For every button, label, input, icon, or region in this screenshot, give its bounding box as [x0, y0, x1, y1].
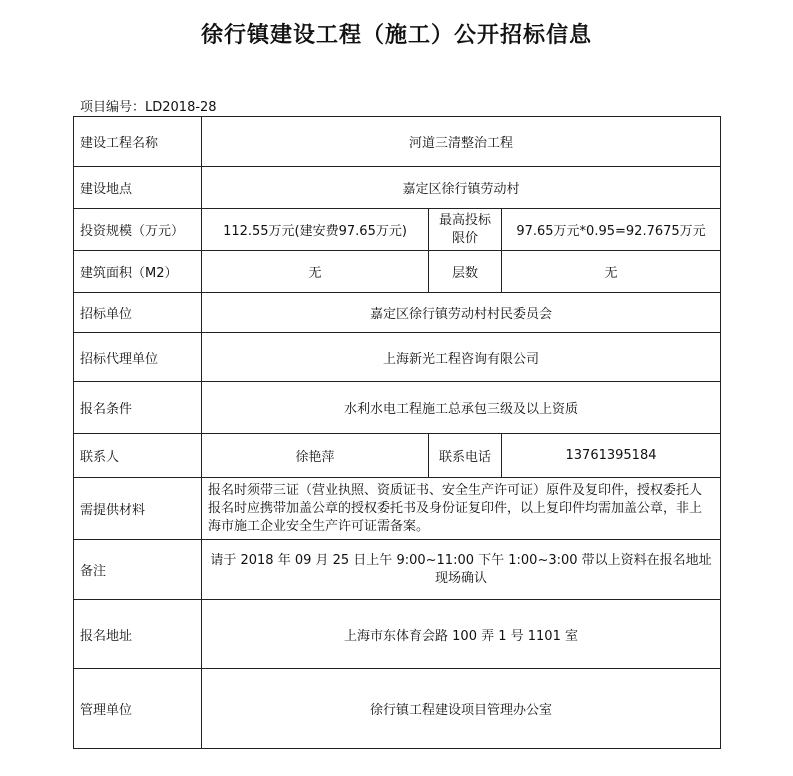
- table-row: [74, 333, 721, 382]
- table-row: [74, 600, 721, 669]
- table-row: [74, 117, 721, 167]
- address-label: 报名地址: [74, 600, 202, 669]
- conditions-label: 报名条件: [74, 382, 202, 434]
- remarks-label: 备注: [74, 540, 202, 600]
- contact-value: 徐艳萍: [202, 434, 429, 478]
- table-row: [74, 167, 721, 209]
- investment-value: 112.55万元(建安费97.65万元): [202, 209, 429, 251]
- agent-label: 招标代理单位: [74, 333, 202, 382]
- area-value: 无: [202, 251, 429, 293]
- materials-label: 需提供材料: [74, 478, 202, 540]
- project-name-label: 建设工程名称: [74, 117, 202, 167]
- floors-value: 无: [502, 251, 721, 293]
- max-bid-label: 最高投标限价: [429, 209, 502, 251]
- agent-value: 上海新光工程咨询有限公司: [202, 333, 721, 382]
- materials-value: 报名时须带三证（营业执照、资质证书、安全生产许可证）原件及复印件，授权委托人报名时应携带加盖公章的授权委托书及身份证复印件，以上复印件均需加盖公章，非上海市施工企业安全生产许可证需备案。: [202, 478, 721, 540]
- tenderer-label: 招标单位: [74, 293, 202, 333]
- phone-label: 联系电话: [429, 434, 502, 478]
- remarks-value: 请于 2018 年 09 月 25 日上午 9:00~11:00 下午 1:00~3:00 带以上资料在报名地址现场确认: [202, 540, 721, 600]
- table-row: [74, 293, 721, 333]
- manager-label: 管理单位: [74, 669, 202, 749]
- table-row: [74, 209, 721, 251]
- location-value: 嘉定区徐行镇劳动村: [202, 167, 721, 209]
- table-row: [74, 251, 721, 293]
- contact-label: 联系人: [74, 434, 202, 478]
- table-row: [74, 669, 721, 749]
- address-value: 上海市东体育会路 100 弄 1 号 1101 室: [202, 600, 721, 669]
- table-row: [74, 434, 721, 478]
- page-title: 徐行镇建设工程（施工）公开招标信息: [200, 22, 592, 48]
- manager-value: 徐行镇工程建设项目管理办公室: [202, 669, 721, 749]
- floors-label: 层数: [429, 251, 502, 293]
- conditions-value: 水利水电工程施工总承包三级及以上资质: [202, 382, 721, 434]
- table-row: [74, 478, 721, 540]
- tender-info-table: [73, 116, 721, 749]
- location-label: 建设地点: [74, 167, 202, 209]
- table-row: [74, 540, 721, 600]
- table-row: [74, 382, 721, 434]
- tenderer-value: 嘉定区徐行镇劳动村村民委员会: [202, 293, 721, 333]
- investment-label: 投资规模（万元）: [74, 209, 202, 251]
- phone-value: 13761395184: [502, 434, 721, 478]
- area-label: 建筑面积（M2）: [74, 251, 202, 293]
- max-bid-value: 97.65万元*0.95=92.7675万元: [502, 209, 721, 251]
- project-number: 项目编号：LD2018-28: [80, 100, 217, 115]
- project-name-value: 河道三清整治工程: [202, 117, 721, 167]
